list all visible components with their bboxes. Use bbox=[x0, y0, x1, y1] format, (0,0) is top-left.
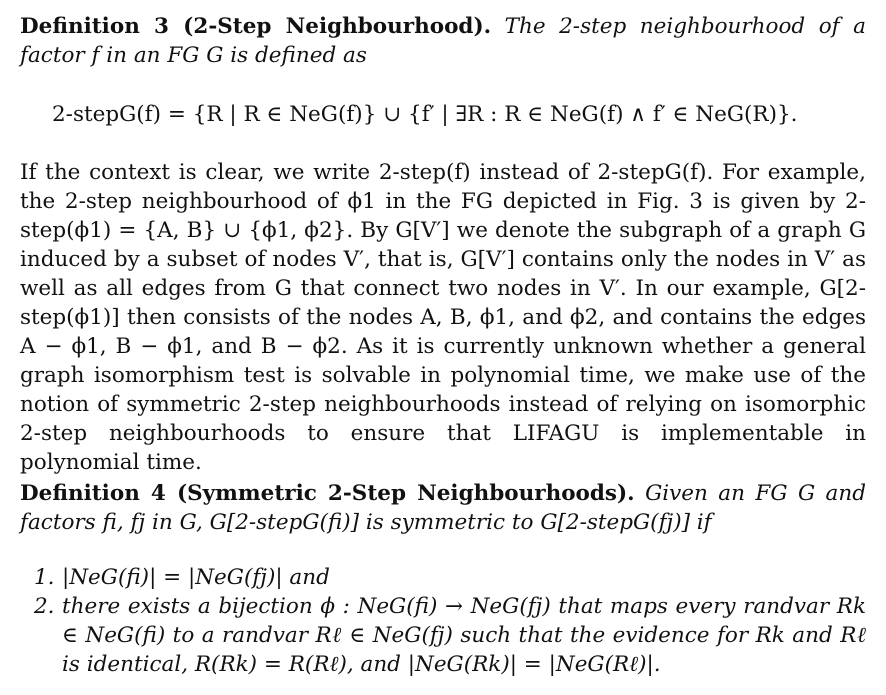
list-item-number: 2. bbox=[34, 594, 55, 619]
definition-3-body: The 2-step neighbourhood of a factor f in an FG G is defined as bbox=[20, 14, 866, 68]
definition-4-heading: Definition 4 (Symmetric 2-Step Neighbourhoods). bbox=[20, 481, 635, 506]
body-paragraph bbox=[20, 158, 866, 477]
list-item-text: |NeG(fi)| = |NeG(fj)| and bbox=[62, 565, 330, 590]
paragraph-text: If the context is clear, we write 2-step(f) instead of 2-stepG(f). For example, the 2-step neighbourhood of ϕ1 in the FG depicted in Fig. 3 is given by 2-step(ϕ1) = {A, B} ∪ {ϕ1, ϕ2}. By G[V′] we denote the subgraph of a graph G induced by a subset of nodes V′, that is, G[V′] contains only the nodes in V′ as well as all edges from G that connect two nodes in V′. In our example, G[2-step(ϕ1)] then consists of the nodes A, B, ϕ1, and ϕ2, and contains the edges A − ϕ1, B − ϕ1, and B − ϕ2. As it is currently unknown whether a general graph isomorphism test is solvable in polynomial time, we make use of the notion of symmetric 2-step neighbourhoods instead of relying on isomorphic 2-step neighbourhoods to ensure that LIFAGU is implementable in polynomial time. bbox=[20, 160, 866, 475]
list-item-text: there exists a bijection ϕ : NeG(fi) → NeG(fj) that maps every randvar Rk ∈ NeG(fi) to a randvar Rℓ ∈ NeG(fj) such that the evidence for Rk and Rℓ is identical, R(Rk) = R(Rℓ), and |NeG(Rk)| = |NeG(Rℓ)|. bbox=[62, 594, 866, 677]
list-item bbox=[34, 563, 866, 592]
list-item bbox=[34, 592, 866, 679]
list-item-number: 1. bbox=[34, 565, 55, 590]
definition-3 bbox=[20, 12, 866, 70]
definition-4-list bbox=[34, 563, 866, 679]
definition-4-body: Given an FG G and factors fi, fj in G, G[2-stepG(fi)] is symmetric to G[2-stepG(fj)] if bbox=[20, 481, 866, 535]
definition-4 bbox=[20, 479, 866, 537]
definition-3-heading: Definition 3 (2-Step Neighbourhood). bbox=[20, 14, 492, 39]
equation-2-step: 2-stepG(f) = {R | R ∈ NeG(f)} ∪ {f′ | ∃R : R ∈ NeG(f) ∧ f′ ∈ NeG(R)}. bbox=[52, 102, 798, 127]
